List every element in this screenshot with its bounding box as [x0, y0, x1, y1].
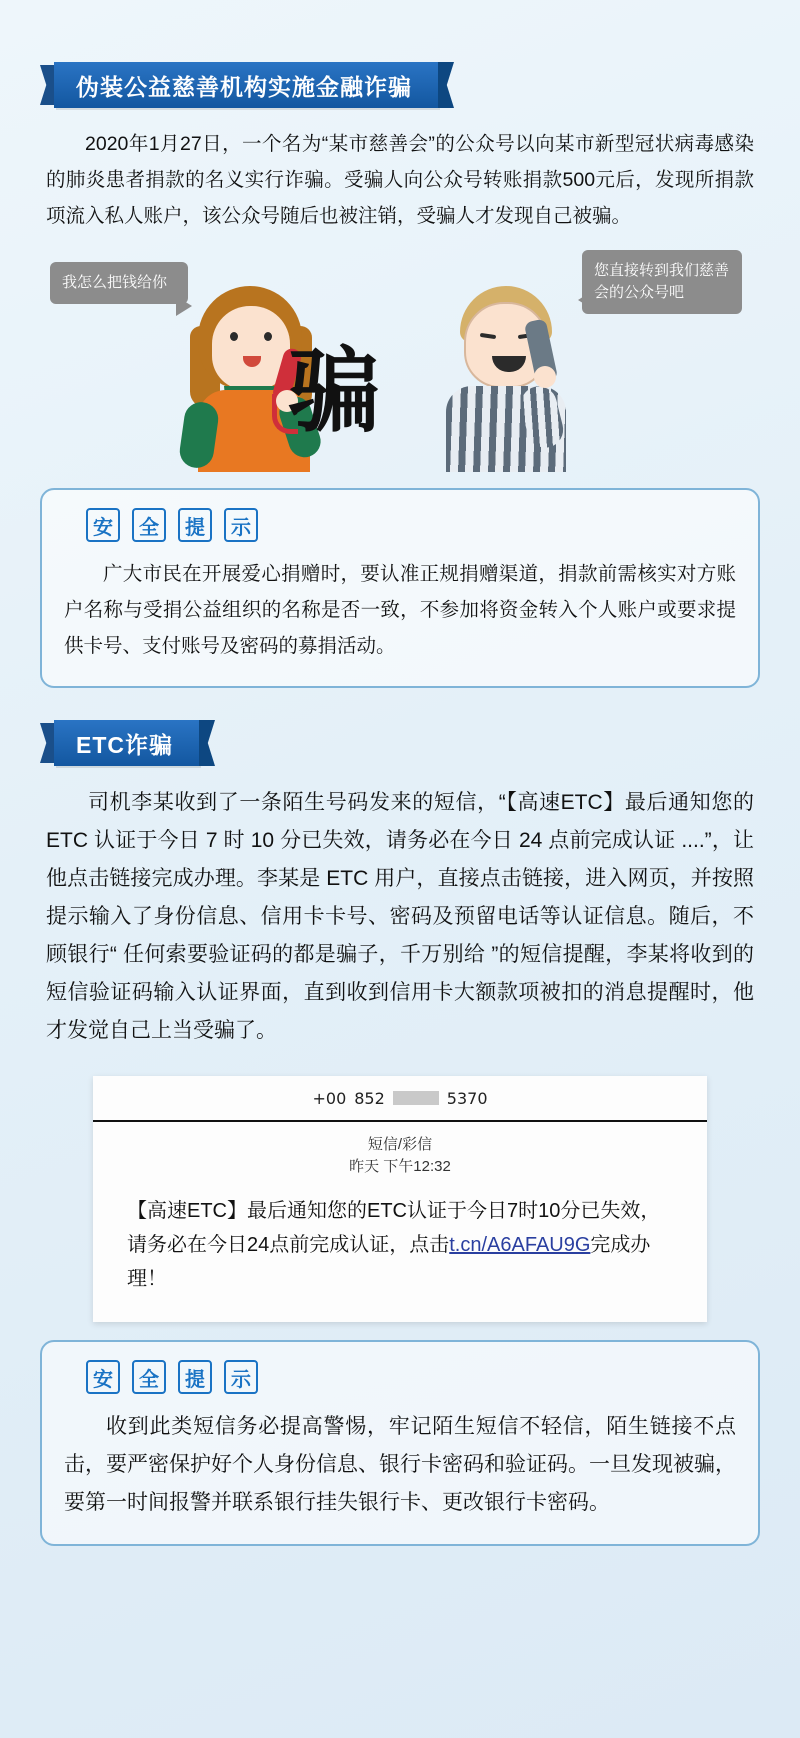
woman-eye-left [230, 332, 238, 341]
tip-char-ti-2: 提 [178, 1360, 212, 1394]
sms-sender-row [93, 1076, 707, 1122]
section-1-heading-ribbon [40, 58, 760, 112]
big-character-scam: 骗 [288, 338, 379, 445]
top-spacer [40, 0, 760, 58]
sms-sender-code: 852 [354, 1088, 385, 1108]
section-1-illustration [40, 240, 760, 470]
ribbon-left-tail-2 [40, 723, 54, 763]
redaction-block [393, 1091, 439, 1105]
section-2-title: ETC诈骗 [76, 731, 173, 758]
ribbon-left-tail [40, 65, 54, 105]
section-1-tip-text: 广大市民在开展爱心捐赠时，要认准正规捐赠渠道，捐款前需核实对方账户名称与受捐公益组织的名称是否一致，不参加将资金转入个人账户或要求提供卡号、支付账号及密码的募捐活动。 [64, 563, 736, 657]
tip-char-shi-2: 示 [224, 1360, 258, 1394]
ribbon-plate-2 [54, 720, 199, 766]
man-on-phone-figure [430, 286, 590, 472]
tip-char-shi: 示 [224, 508, 258, 542]
section-gap [40, 688, 760, 716]
sms-phishing-link[interactable]: t.cn/A6AFAU9G [449, 1234, 591, 1256]
woman-eye-right [264, 332, 272, 341]
sms-sender-prefix: +00 [312, 1088, 347, 1108]
speech-bubble-right: 您直接转到我们慈善会的公众号吧 [582, 250, 742, 314]
section-2-tip-text: 收到此类短信务必提高警惕，牢记陌生短信不轻信，陌生链接不点击，要严密保护好个人身份信息、银行卡密码和验证码。一旦发现被骗，要第一时间报警并联系银行挂失银行卡、更改银行卡密码。 [64, 1415, 736, 1514]
sms-text-after-link: 完成办理！ [127, 1234, 651, 1290]
ribbon-plate [54, 62, 438, 108]
section-1-safety-tip-box [40, 488, 760, 688]
sms-type-label: 短信/彩信 [367, 1136, 433, 1153]
sms-timestamp: 昨天 下午12:32 [349, 1158, 451, 1175]
ribbon-right-tail-2 [199, 720, 215, 766]
safety-tip-label-1 [64, 508, 736, 542]
ribbon-right-tail [438, 62, 454, 108]
sms-meta [93, 1122, 707, 1184]
sms-message-body [93, 1184, 707, 1322]
sms-screenshot-card [93, 1076, 707, 1322]
section-1-paragraph: 2020年1月27日，一个名为“某市慈善会”的公众号以向某市新型冠状病毒感染的肺炎患者捐款的名义实行诈骗。受骗人向公众号转账捐款500元后，发现所捐款项流入私人账户，该公众号随后也被注销，受骗人才发现自己被骗。 [46, 133, 754, 227]
man-hand [534, 366, 556, 388]
tip-char-ti: 提 [178, 508, 212, 542]
tip-char-quan-2: 全 [132, 1360, 166, 1394]
safety-tip-label-2 [64, 1360, 736, 1394]
tip-char-an: 安 [86, 508, 120, 542]
sms-text-before-link: 【高速ETC】最后通知您的ETC认证于今日7时10分已失效，请务必在今日24点前完成认证，点击 [127, 1200, 661, 1256]
tip-char-quan: 全 [132, 508, 166, 542]
section-1-title: 伪装公益慈善机构实施金融诈骗 [76, 73, 412, 100]
tip-char-an-2: 安 [86, 1360, 120, 1394]
sms-sender-suffix: 5370 [446, 1088, 488, 1108]
section-2-safety-tip-box [40, 1340, 760, 1546]
section-2-paragraph: 司机李某收到了一条陌生号码发来的短信，“【高速ETC】最后通知您的 ETC 认证于今日 7 时 10 分已失效，请务必在今日 24 点前完成认证 ....”，让他点击链接完成办理。李某是 ETC 用户，直接点击链接，进入网页，并按照提示输入了身份信息、信用卡卡号、密码及预留电话等认证信息。随后，不顾银行“ 任何索要验证码的都是骗子，千万别给 ”的短信提醒，李某将收到的短信验证码输入认证界面，直到收到信用卡大额款项被扣的消息提醒时，他才发觉自己上当受骗了。 [46, 791, 754, 1042]
speech-bubble-left: 我怎么把钱给你 [50, 262, 188, 304]
section-2-heading-ribbon [40, 716, 760, 770]
